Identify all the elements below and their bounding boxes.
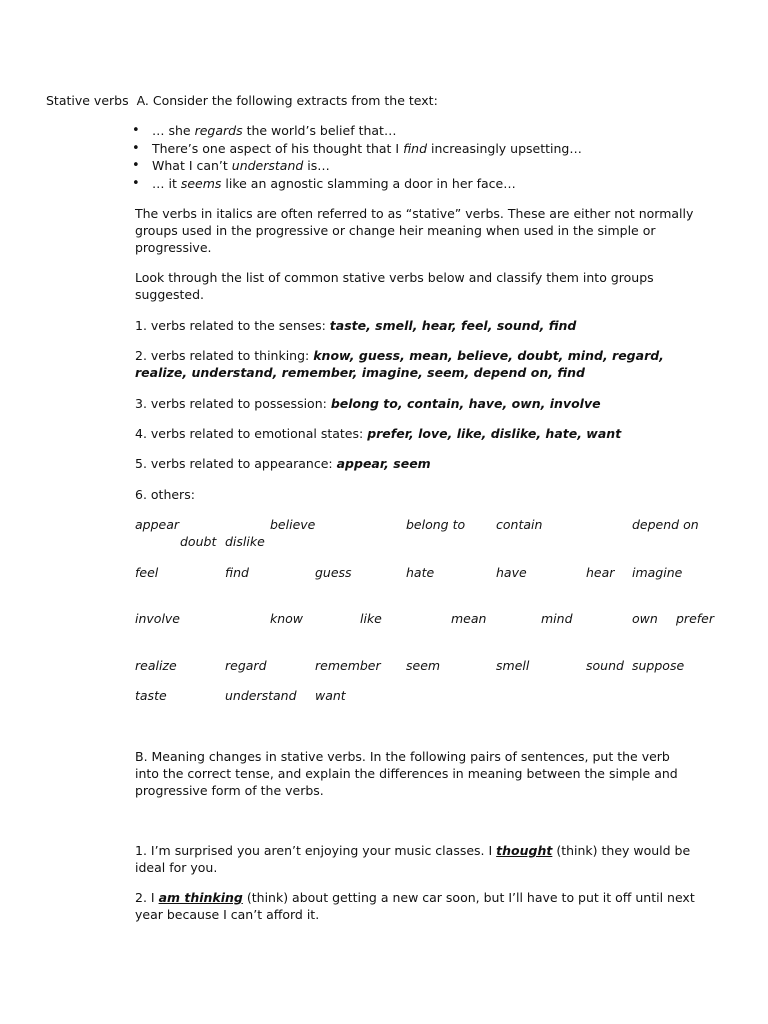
list-item: • … she regards the world’s belief that… — [132, 122, 582, 140]
page-heading — [46, 92, 438, 109]
group-2: 2. verbs related to thinking: know, guess, mean, believe, doubt, mind, regard, realize, understand, remember, imagine, seem, depend on, find — [135, 348, 664, 380]
list-item: • There’s one aspect of his thought that I find increasingly upsetting… — [132, 140, 582, 158]
verb-item: sound — [586, 658, 624, 673]
answer-verb: thought — [496, 843, 553, 858]
italic-verb: regards — [194, 123, 243, 138]
group-3: 3. verbs related to possession: belong to, contain, have, own, involve — [135, 396, 601, 411]
group-6: 6. others: — [135, 487, 195, 502]
verb-item: hate — [406, 565, 435, 580]
group-4: 4. verbs related to emotional states: prefer, love, like, dislike, hate, want — [135, 426, 622, 441]
verb-item: appear — [135, 517, 180, 532]
verb-item: regard — [225, 658, 267, 673]
verb-item: belong to — [406, 517, 466, 532]
group-5: 5. verbs related to appearance: appear, seem — [135, 456, 431, 471]
group-verbs: appear, seem — [336, 456, 431, 471]
verb-item: feel — [135, 565, 159, 580]
verb-item: mind — [541, 611, 573, 626]
group-verbs: taste, smell, hear, feel, sound, find — [329, 318, 577, 333]
extract-list — [132, 122, 582, 192]
group-verbs: know, guess, mean, believe, doubt, mind, regard, realize, understand, remember, imagine, seem, depend on, find — [135, 348, 664, 380]
italic-verb: understand — [231, 158, 304, 173]
verb-item: remember — [315, 658, 381, 673]
section-b-paragraph: B. Meaning changes in stative verbs. In the following pairs of sentences, put the verb into the correct tense, and explain the differences in meaning between the simple and progressive form of the verbs. — [135, 749, 678, 798]
verb-item: own — [632, 611, 658, 626]
section-a-heading: A. Consider the following extracts from the text: — [136, 93, 438, 108]
intro-paragraph: The verbs in italics are often referred to as “stative” verbs. These are either not normally groups used in the progressive or change heir meaning when used in the simple or progressive. — [135, 206, 694, 255]
verb-item: like — [360, 611, 382, 626]
verb-item: involve — [135, 611, 181, 626]
verb-item: know — [270, 611, 304, 626]
verb-item: prefer — [676, 611, 714, 626]
verb-item: dislike — [225, 534, 265, 549]
sentence-1: 1. I’m surprised you aren’t enjoying your music classes. I thought (think) they would be ideal for you. — [135, 843, 691, 875]
verb-item: contain — [496, 517, 543, 532]
title: Stative verbs — [46, 93, 129, 108]
sentence-2: 2. I am thinking (think) about getting a new car soon, but I’ll have to put it off until next year because I can’t afford it. — [135, 890, 695, 922]
verb-item: guess — [315, 565, 352, 580]
verb-item: find — [225, 565, 249, 580]
list-item: • What I can’t understand is… — [132, 157, 582, 175]
verb-item: taste — [135, 688, 167, 703]
verb-item: believe — [270, 517, 316, 532]
verb-item: realize — [135, 658, 177, 673]
verb-item: want — [315, 688, 346, 703]
group-1: 1. verbs related to the senses: taste, smell, hear, feel, sound, find — [135, 318, 577, 333]
verb-item: imagine — [632, 565, 683, 580]
verb-item: smell — [496, 658, 530, 673]
verb-item: hear — [586, 565, 615, 580]
verb-item: suppose — [632, 658, 685, 673]
italic-verb: find — [403, 140, 428, 156]
instruction-paragraph: Look through the list of common stative verbs below and classify them into groups suggested. — [135, 270, 654, 302]
group-verbs: prefer, love, like, dislike, hate, want — [367, 426, 622, 441]
italic-verb: seems — [180, 175, 222, 191]
verb-item: seem — [406, 658, 441, 673]
group-verbs: belong to, contain, have, own, involve — [330, 396, 601, 411]
verb-item: doubt — [180, 534, 217, 549]
verb-item: have — [496, 565, 527, 580]
list-item: • … it seems like an agnostic slamming a door in her face… — [132, 175, 582, 193]
verb-item: understand — [225, 688, 297, 703]
verb-item: mean — [451, 611, 487, 626]
verb-item: depend on — [632, 517, 699, 532]
answer-verb: am thinking — [158, 890, 243, 905]
